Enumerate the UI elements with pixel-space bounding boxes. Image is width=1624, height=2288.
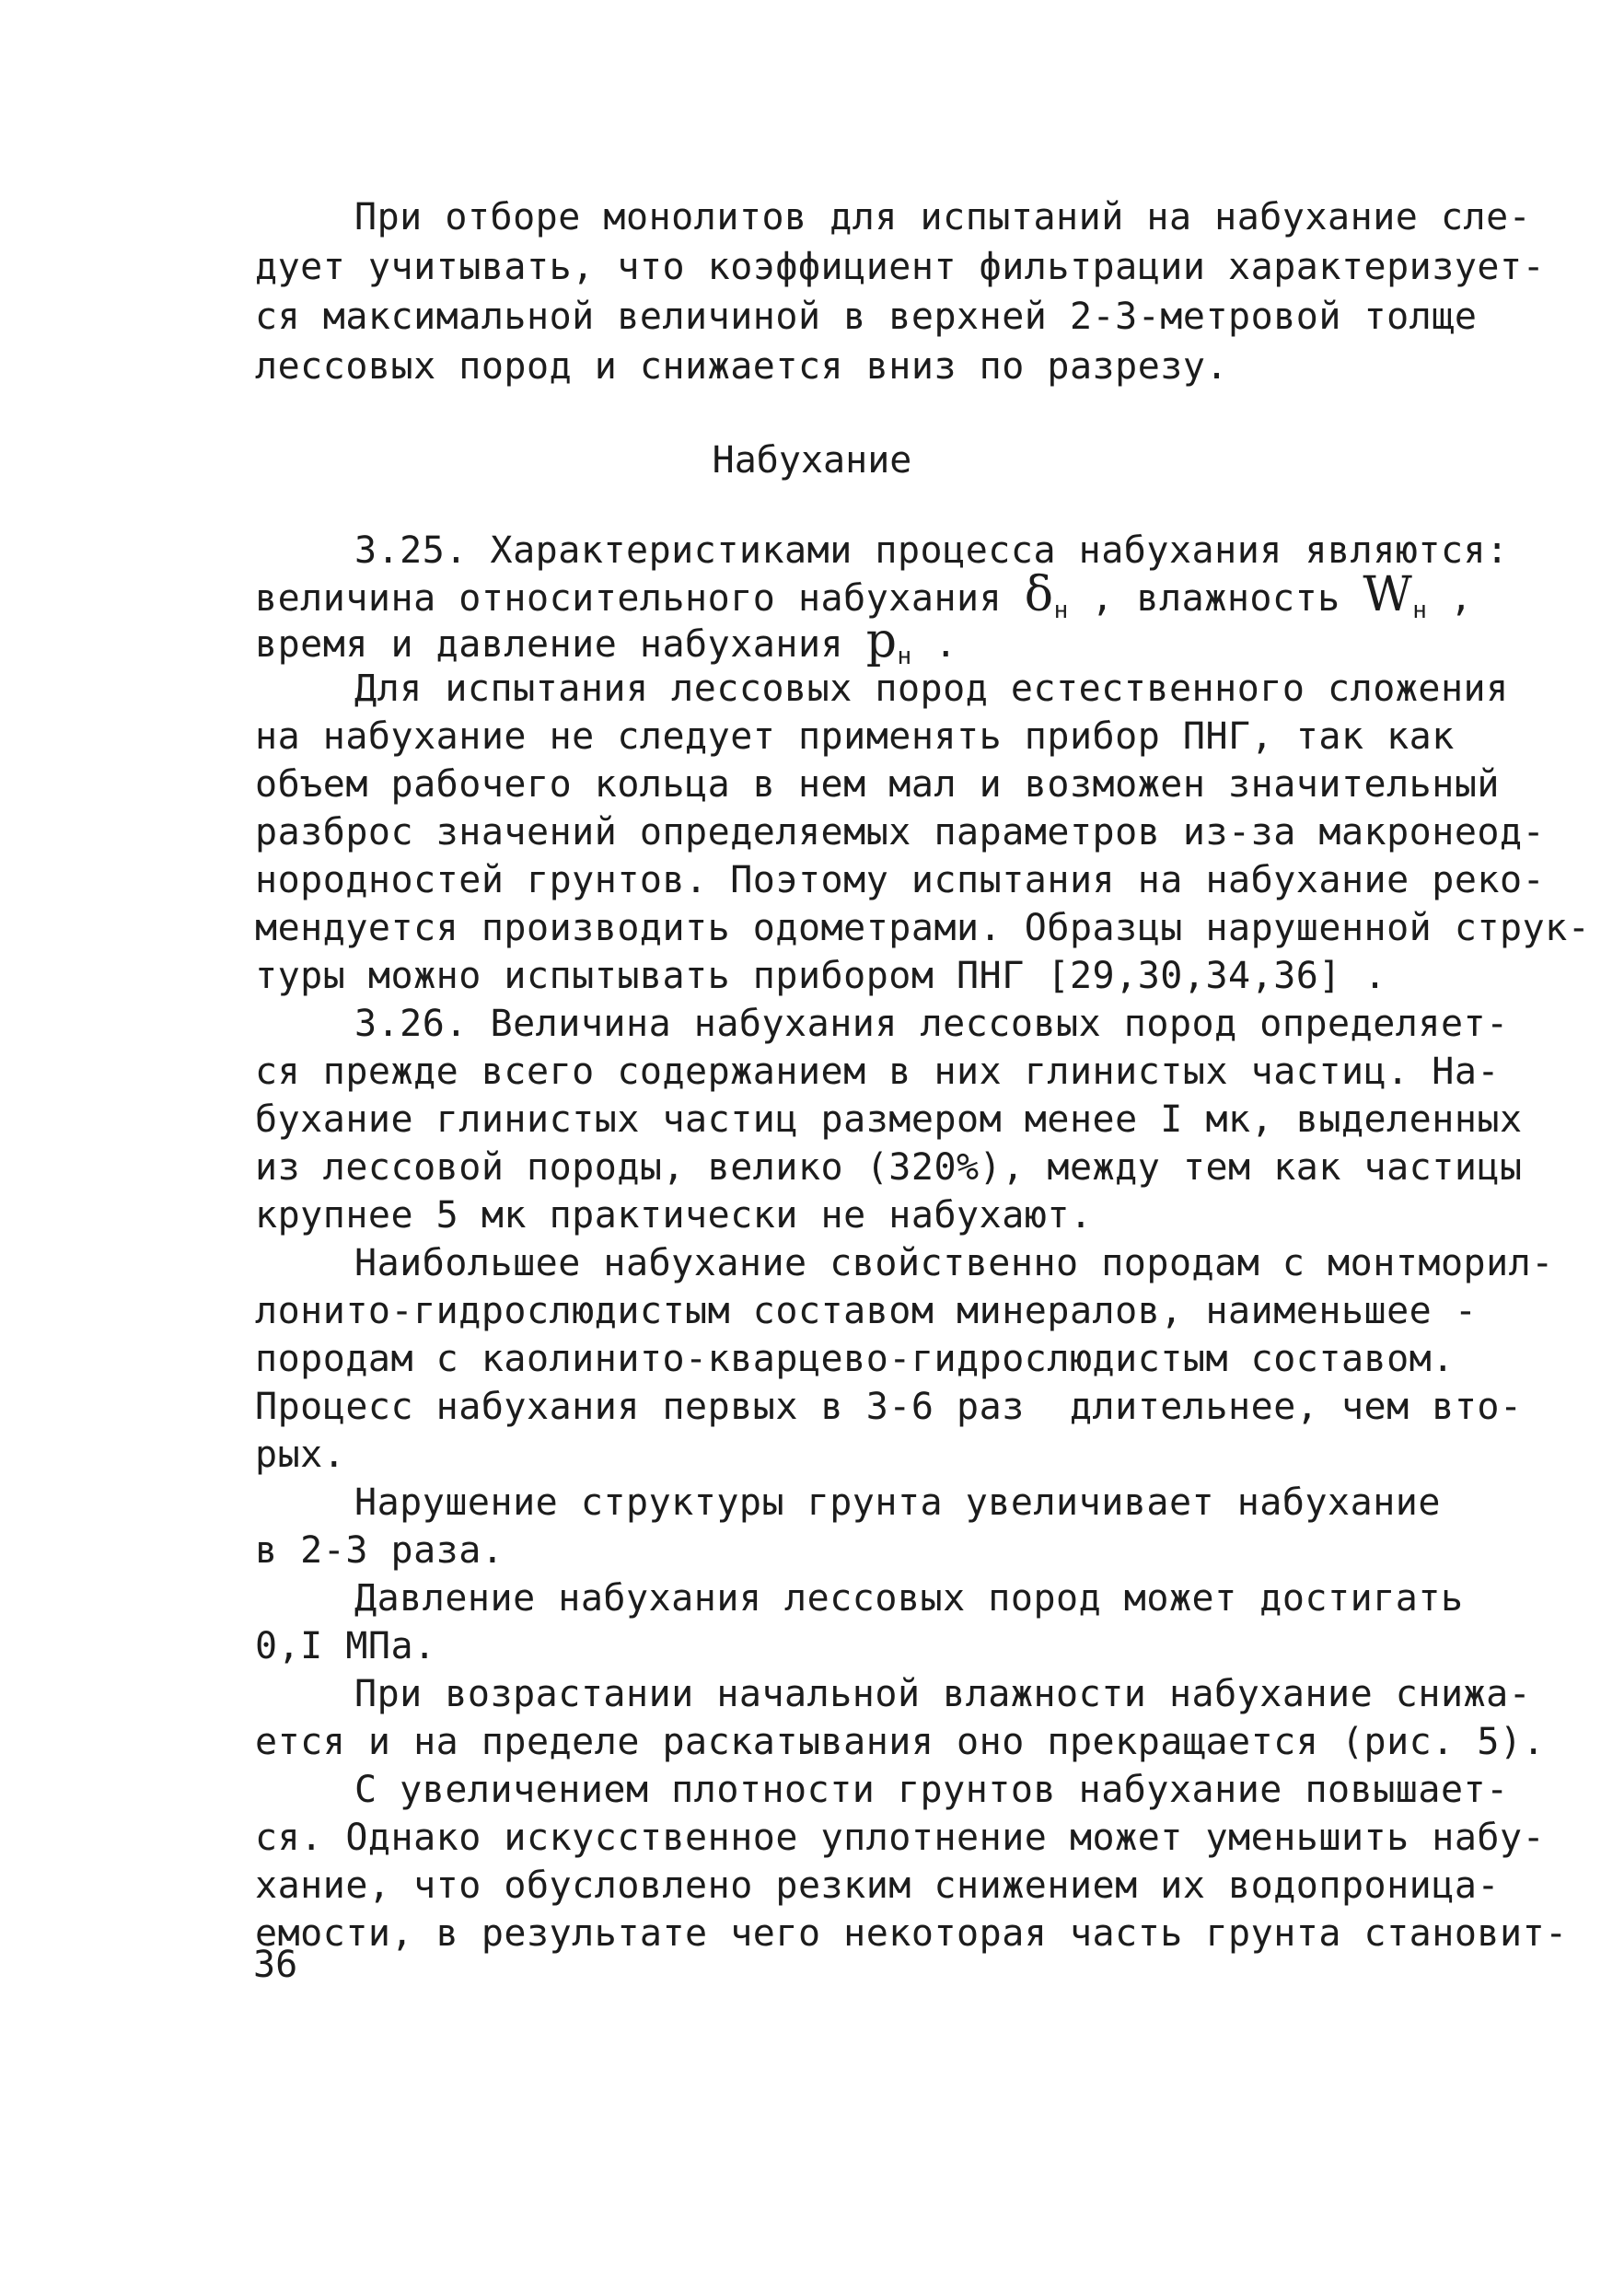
p-subscript: н: [897, 643, 912, 670]
intro-line-1: При отборе монолитов для испытаний на набухание сле-: [354, 196, 1532, 238]
p325-line-3b: .: [911, 623, 957, 666]
section-title: Набухание: [712, 439, 912, 482]
body-line-19: в 2-3 раза.: [255, 1529, 505, 1572]
body-line-4: разброс значений определяемых параметров из-за макронеод-: [255, 811, 1546, 854]
p325-line-1: 3.25. Характеристиками процесса набухания являются:: [354, 529, 1509, 572]
body-line-21: 0,I МПа.: [255, 1625, 436, 1667]
p325-line-2c: ,: [1427, 577, 1473, 620]
w-subscript: н: [1412, 597, 1428, 624]
body-line-9: ся прежде всего содержанием в них глинистых частиц. На-: [255, 1051, 1501, 1093]
body-line-22: При возрастании начальной влажности набухание снижа-: [354, 1673, 1532, 1715]
body-line-2: на набухание не следует применять прибор ПНГ, так как: [255, 715, 1455, 758]
body-line-27: емости, в результате чего некоторая часть грунта становит-: [255, 1912, 1568, 1955]
body-line-14: лонито-гидрослюдистым составом минералов, наименьшее -: [255, 1290, 1478, 1332]
body-line-12: крупнее 5 мк практически не набухают.: [255, 1194, 1093, 1237]
delta-subscript: н: [1053, 597, 1069, 624]
body-line-15: породам с каолинито-кварцево-гидрослюдистым составом.: [255, 1338, 1455, 1380]
body-line-10: бухание глинистых частиц размером менее I мк, выделенных: [255, 1098, 1523, 1141]
body-line-25: ся. Однако искусственное уплотнение может уменьшить набу-: [255, 1817, 1546, 1859]
delta-symbol: δ: [1024, 567, 1054, 622]
intro-line-2: дует учитывать, что коэффициент фильтрации характеризует-: [255, 246, 1546, 288]
body-line-1: Для испытания лессовых пород естественного сложения: [354, 668, 1509, 710]
w-symbol: W: [1363, 567, 1413, 622]
body-line-23: ется и на пределе раскатывания оно прекращается (рис. 5).: [255, 1721, 1546, 1763]
body-line-13: Наибольшее набухание свойственно породам с монтморил-: [354, 1242, 1554, 1284]
body-line-24: С увеличением плотности грунтов набухание повышает-: [354, 1769, 1509, 1811]
body-line-17: рых.: [255, 1434, 346, 1476]
p325-line-2a: величина относительного набухания: [255, 577, 1025, 620]
body-line-18: Нарушение структуры грунта увеличивает набухание: [354, 1481, 1441, 1524]
p325-line-3a: время и давление набухания: [255, 623, 866, 666]
body-line-20: Давление набухания лессовых пород может достигать: [354, 1577, 1464, 1620]
body-line-16: Процесс набухания первых в 3-6 раз длительнее, чем вто-: [255, 1386, 1523, 1428]
body-line-8: 3.26. Величина набухания лессовых пород определяет-: [354, 1003, 1509, 1045]
body-line-3: объем рабочего кольца в нем мал и возможен значительный: [255, 763, 1501, 806]
p-symbol: p: [865, 613, 898, 668]
body-line-11: из лессовой породы, велико (320%), между тем как частицы: [255, 1146, 1523, 1189]
body-line-6: мендуется производить одометрами. Образцы нарушенной струк-: [255, 907, 1591, 949]
body-line-26: хание, что обусловлено резким снижением их водопроница-: [255, 1864, 1501, 1907]
page-number: 36: [253, 1944, 298, 1986]
body-line-5: нородностей грунтов. Поэтому испытания на набухание реко-: [255, 859, 1546, 901]
p325-line-2b: , влажность: [1068, 577, 1363, 620]
intro-line-3: ся максимальной величиной в верхней 2-3-метровой толще: [255, 296, 1478, 338]
body-line-7: туры можно испытывать прибором ПНГ [29,30,34,36] .: [255, 955, 1387, 997]
intro-line-4: лессовых пород и снижается вниз по разрезу.: [255, 345, 1229, 388]
